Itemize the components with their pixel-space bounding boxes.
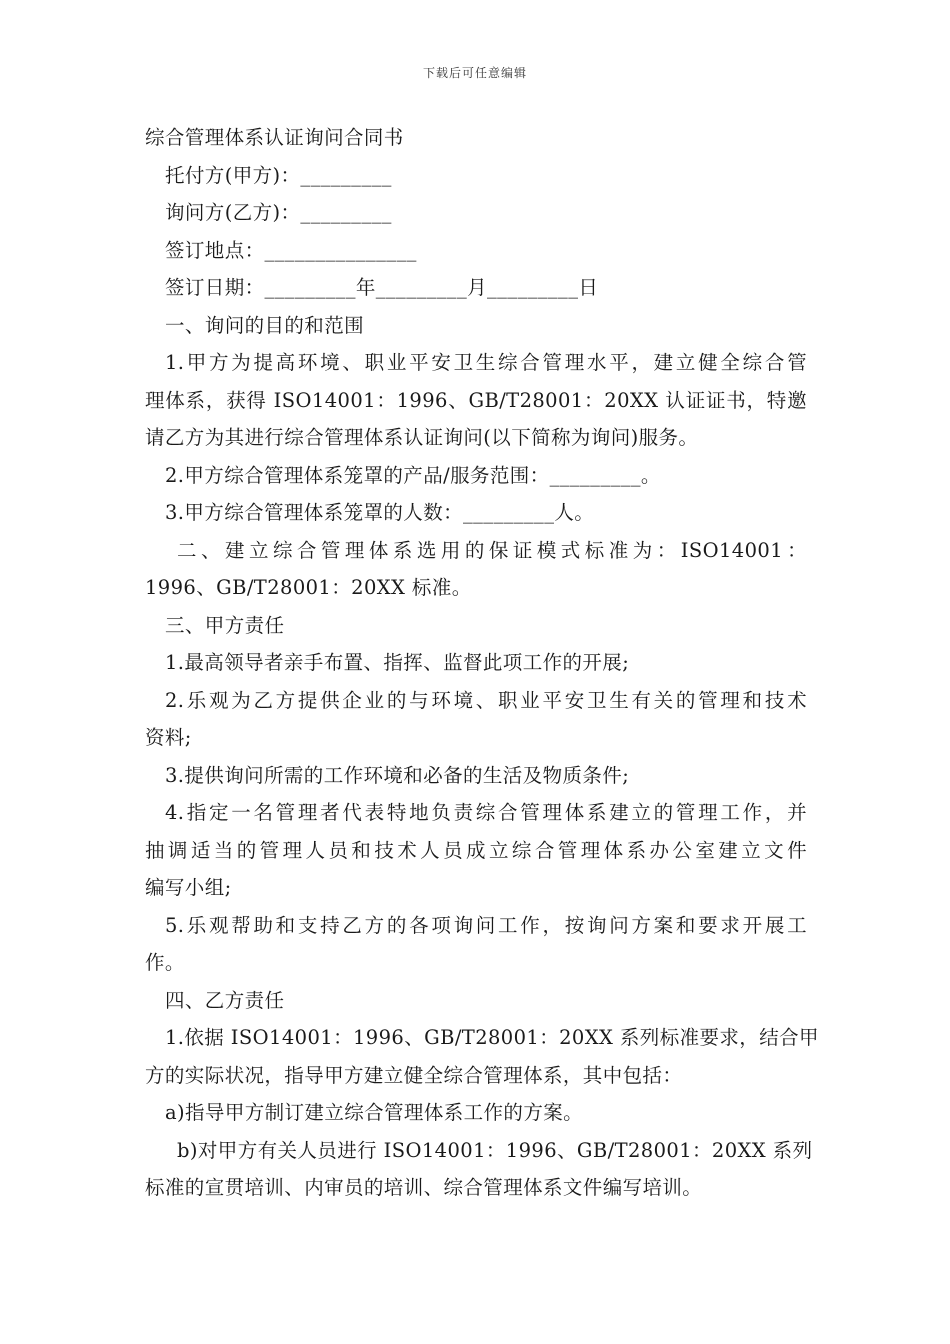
document-line: 托付方(甲方)：_________: [165, 163, 392, 187]
document-line: 2.乐观为乙方提供企业的与环境、职业平安卫生有关的管理和技术: [165, 688, 807, 712]
document-line: 四、乙方责任: [165, 988, 285, 1012]
document-line: 1.最高领导者亲手布置、指挥、监督此项工作的开展;: [165, 651, 630, 674]
page-header-note: 下载后可任意编辑: [422, 66, 527, 80]
document-line: 抽调适当的管理人员和技术人员成立综合管理体系办公室建立文件: [145, 838, 807, 862]
document-line: 作。: [145, 951, 185, 974]
document-body: [145, 119, 819, 1207]
document-line: 理体系，获得 ISO14001：1996、GB/T28001：20XX 认证证书，特邀: [145, 388, 807, 412]
document-line: 1.甲方为提高环境、职业平安卫生综合管理水平，建立健全综合管: [165, 351, 807, 374]
document-line: 三、甲方责任: [165, 613, 285, 637]
document-line: 1996、GB/T28001：20XX 标准。: [145, 576, 472, 599]
document-line: 一、询问的目的和范围: [165, 313, 365, 337]
document-line: 5.乐观帮助和支持乙方的各项询问工作，按询问方案和要求开展工: [165, 913, 807, 937]
document-line: 方的实际状况，指导甲方建立健全综合管理体系，其中包括：: [145, 1063, 683, 1087]
document-line: 请乙方为其进行综合管理体系认证询问(以下简称为询问)服务。: [145, 426, 699, 449]
document-line: 二、建立综合管理体系选用的保证模式标准为：ISO14001：: [177, 538, 807, 562]
document-line: 1.依据 ISO14001：1996、GB/T28001：20XX 系列标准要求，结合甲: [165, 1026, 819, 1049]
document-line: 询问方(乙方)：_________: [165, 201, 392, 224]
document-line: 3.提供询问所需的工作环境和必备的生活及物质条件;: [165, 763, 630, 787]
document-line: 签订日期：_________年_________月_________日: [165, 276, 599, 299]
document-line: 2.甲方综合管理体系笼罩的产品/服务范围：_________。: [165, 463, 661, 487]
document-line: 3.甲方综合管理体系笼罩的人数：_________人。: [165, 501, 595, 524]
document-line: 资料;: [145, 726, 192, 749]
document-line: b)对甲方有关人员进行 ISO14001：1996、GB/T28001：20XX 系列: [177, 1138, 813, 1162]
document-line: 编写小组;: [145, 876, 232, 899]
document-title: 综合管理体系认证询问合同书: [145, 126, 404, 149]
document-line: 签订地点：_______________: [165, 238, 417, 262]
document-line: a)指导甲方制订建立综合管理体系工作的方案。: [165, 1101, 584, 1124]
document-line: 4.指定一名管理者代表特地负责综合管理体系建立的管理工作，并: [165, 801, 807, 824]
document-line: 标准的宣贯培训、内审员的培训、综合管理体系文件编写培训。: [145, 1176, 703, 1199]
